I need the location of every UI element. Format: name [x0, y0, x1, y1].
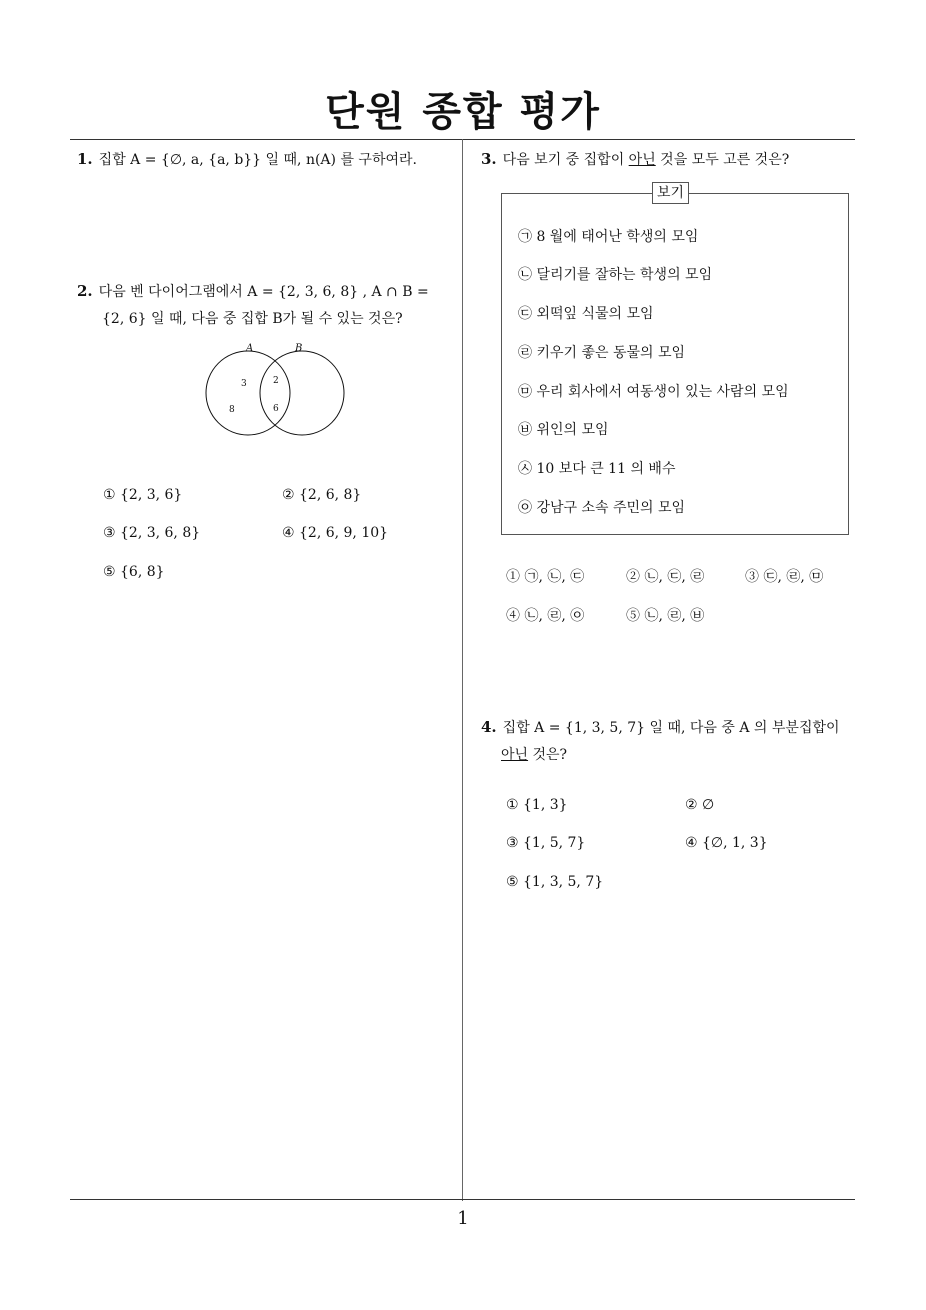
bogi-item: ㉤ 우리 회사에서 여동생이 있는 사람의 모임 [518, 384, 789, 400]
question-number: 1. [77, 150, 93, 168]
bogi-item: ㉡ 달리기를 잘하는 학생의 모임 [518, 267, 713, 283]
venn-label-a: A [246, 343, 254, 354]
question-text-end: 것을 모두 고른 것은? [655, 152, 790, 168]
q2-option-3[interactable]: ③ {2, 3, 6, 8} [103, 525, 201, 541]
q2-option-4[interactable]: ④ {2, 6, 9, 10} [282, 525, 389, 541]
q3-option-3[interactable]: ③ ㉢, ㉣, ㉤ [745, 569, 824, 585]
venn-value-8: 8 [229, 405, 235, 415]
venn-value-3: 3 [241, 379, 247, 389]
question-text-line2: {2, 6} 일 때, 다음 중 집합 B가 될 수 있는 것은? [102, 311, 403, 327]
question-number: 3. [481, 150, 497, 168]
q2-option-1[interactable]: ① {2, 3, 6} [103, 487, 183, 503]
underlined-word: 아닌 [501, 747, 529, 763]
q4-option-2[interactable]: ② ∅ [685, 797, 715, 813]
page-title: 단원 종합 평가 [325, 89, 601, 135]
venn-circle-a [206, 351, 290, 435]
question-text-line2: 것은? [528, 747, 568, 763]
question-1 [77, 146, 417, 174]
question-4 [481, 714, 871, 769]
question-text: 다음 보기 중 집합이 [502, 152, 629, 168]
venn-value-6: 6 [273, 404, 279, 414]
q3-option-1[interactable]: ① ㉠, ㉡, ㉢ [506, 569, 585, 585]
venn-label-b: B [295, 343, 303, 354]
q3-option-5[interactable]: ⑤ ㉡, ㉣, ㉥ [626, 608, 705, 624]
bogi-item: ㉦ 10 보다 큰 11 의 배수 [518, 461, 676, 477]
underlined-word: 아닌 [628, 152, 656, 168]
q2-option-5[interactable]: ⑤ {6, 8} [103, 564, 165, 580]
question-number: 2. [77, 282, 93, 300]
venn-value-2: 2 [273, 376, 279, 386]
q3-option-4[interactable]: ④ ㉡, ㉣, ㉧ [506, 608, 585, 624]
question-text-line1: 다음 벤 다이어그램에서 A = {2, 3, 6, 8} , A ∩ B = [98, 284, 429, 300]
page-number: 1 [457, 1208, 469, 1229]
column-divider [462, 139, 463, 1201]
q3-option-2[interactable]: ② ㉡, ㉢, ㉣ [626, 569, 705, 585]
venn-diagram [200, 338, 360, 448]
question-2 [77, 278, 457, 333]
bogi-item: ㉧ 강남구 소속 주민의 모임 [518, 500, 686, 516]
bogi-item: ㉣ 키우기 좋은 동물의 모임 [518, 345, 686, 361]
bogi-label: 보기 [652, 182, 689, 204]
bogi-item: ㉠ 8 월에 태어난 학생의 모임 [518, 229, 699, 245]
question-text: 집합 A = {∅, a, {a, b}} 일 때, n(A) 를 구하여라. [98, 152, 417, 168]
q4-option-4[interactable]: ④ {∅, 1, 3} [685, 835, 768, 851]
question-text-line1: 집합 A = {1, 3, 5, 7} 일 때, 다음 중 A 의 부분집합이 [502, 720, 840, 736]
q4-option-1[interactable]: ① {1, 3} [506, 797, 568, 813]
question-3 [481, 146, 789, 174]
q2-option-2[interactable]: ② {2, 6, 8} [282, 487, 362, 503]
bogi-item: ㉢ 외떡잎 식물의 모임 [518, 306, 654, 322]
bogi-item: ㉥ 위인의 모임 [518, 422, 609, 438]
question-number: 4. [481, 718, 497, 736]
bottom-divider [70, 1199, 855, 1200]
q4-option-3[interactable]: ③ {1, 5, 7} [506, 835, 586, 851]
q4-option-5[interactable]: ⑤ {1, 3, 5, 7} [506, 874, 604, 890]
venn-circle-b [260, 351, 344, 435]
